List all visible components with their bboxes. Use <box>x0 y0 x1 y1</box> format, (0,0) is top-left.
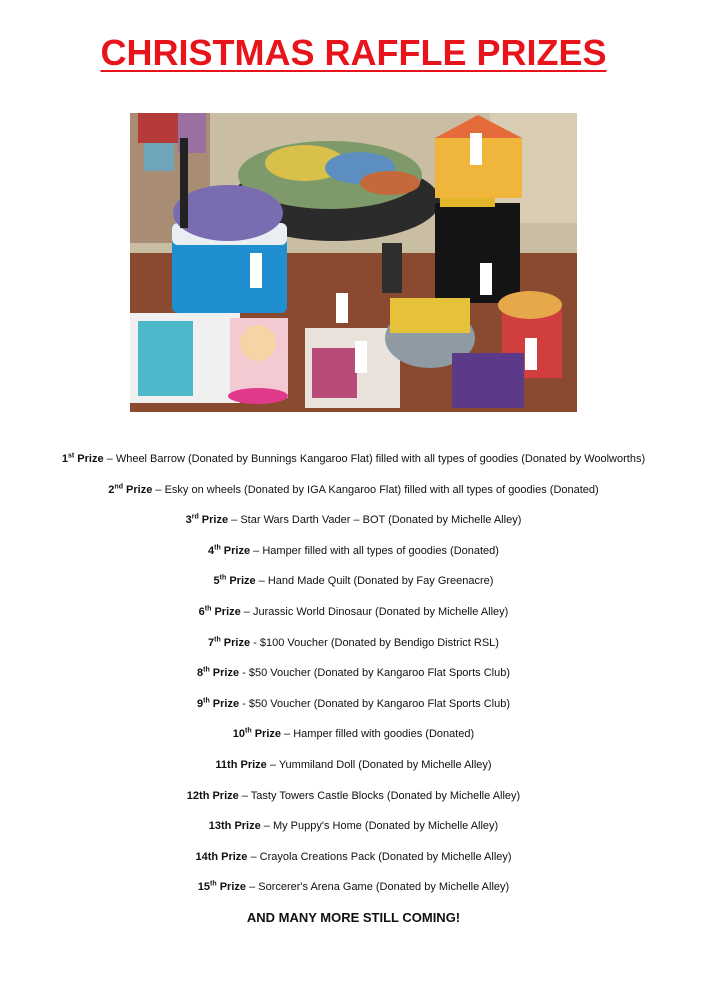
photo-wall-art <box>138 113 178 143</box>
photo-wheelbarrow-leg <box>382 243 402 293</box>
prize-number: 3 <box>185 514 192 527</box>
photo-vader-box <box>435 203 520 303</box>
prize-item <box>0 877 707 908</box>
prize-number: 2 <box>108 483 115 496</box>
prize-description: – Tasty Towers Castle Blocks (Donated by Michelle Alley) <box>238 789 521 802</box>
page-title <box>0 32 707 74</box>
prize-word: Prize <box>209 667 240 680</box>
prize-word: Prize <box>220 544 251 557</box>
prize-item <box>0 694 707 725</box>
photo-esky-handle <box>180 138 188 228</box>
photo-tag <box>480 263 492 295</box>
page-title-text: CHRISTMAS RAFFLE PRIZES <box>100 32 607 73</box>
prize-number: 15 <box>197 881 211 894</box>
photo-crayola-art <box>138 321 193 396</box>
prize-item <box>0 602 707 633</box>
photo-esky-goodies <box>173 185 283 241</box>
photo-tag <box>525 338 537 370</box>
photo-tag <box>336 293 348 323</box>
prize-item <box>0 633 707 664</box>
photo-dinosaur-box <box>390 298 470 333</box>
photo-doll-head <box>240 325 276 361</box>
prize-number: 14th Prize <box>195 850 248 863</box>
prize-description: - $50 Voucher (Donated by Kangaroo Flat Sports Club) <box>239 697 510 710</box>
prize-ordinal: th <box>203 697 210 705</box>
prize-description: – Yummiland Doll (Donated by Michelle Alley) <box>266 758 492 771</box>
prize-number: 5 <box>213 575 220 588</box>
prize-word: Prize <box>209 697 240 710</box>
prize-number: 10 <box>232 728 246 741</box>
prize-description: – Star Wars Darth Vader – BOT (Donated by Michelle Alley) <box>228 514 522 527</box>
photo-castle-blocks-art <box>312 348 357 398</box>
prize-number: 6 <box>198 605 205 618</box>
prize-description: – Hand Made Quilt (Donated by Fay Greenacre) <box>255 575 494 588</box>
closing-note: AND MANY MORE STILL COMING! <box>246 910 461 925</box>
prize-ordinal: th <box>245 727 252 735</box>
prize-number: 7 <box>208 636 215 649</box>
prize-number: 9 <box>197 697 204 710</box>
prize-word: Prize <box>198 514 229 527</box>
prize-word: Prize <box>211 605 241 618</box>
prize-ordinal: th <box>210 880 217 888</box>
prize-description: – Wheel Barrow (Donated by Bunnings Kangaroo Flat) filled with all types of goodies (Donated by Woolworths) <box>103 453 646 465</box>
prize-word: Prize <box>220 636 251 649</box>
prize-number: 12th Prize <box>186 789 239 802</box>
prize-word: Prize <box>226 575 256 588</box>
prize-ordinal: th <box>214 544 221 552</box>
prize-word: Prize <box>216 881 247 894</box>
prize-ordinal: st <box>68 452 75 460</box>
prize-item <box>0 816 707 847</box>
photo-doll-base <box>228 388 288 404</box>
prize-description: – Hamper filled with all types of goodies (Donated) <box>250 544 499 557</box>
prize-item <box>0 724 707 755</box>
photo-wall-art-2 <box>144 143 174 171</box>
prize-ordinal: rd <box>191 513 199 521</box>
prize-item <box>0 541 707 572</box>
prize-ordinal: th <box>214 635 221 643</box>
prize-item <box>0 755 707 786</box>
prize-word: Prize <box>74 453 104 465</box>
prize-item <box>0 480 707 511</box>
prize-word: Prize <box>122 483 153 496</box>
prize-description: – Esky on wheels (Donated by IGA Kangaroo Flat) filled with all types of goodies (Donated) <box>152 483 599 496</box>
prize-item <box>0 571 707 602</box>
prize-number: 1 <box>61 453 68 465</box>
prizes-photo-illustration <box>130 113 577 412</box>
prize-ordinal: nd <box>114 482 123 490</box>
prize-item <box>0 663 707 694</box>
prize-ordinal: th <box>203 666 210 674</box>
photo-hamper-top <box>498 291 562 319</box>
photo-goodies-orange <box>360 171 420 195</box>
prize-number: 11th Prize <box>215 758 267 771</box>
prize-description: – Sorcerer's Arena Game (Donated by Michelle Alley) <box>246 881 510 894</box>
photo-sorcerer-game <box>452 353 524 408</box>
prize-item <box>0 510 707 541</box>
photo-tag <box>250 253 262 288</box>
prize-list <box>0 449 707 908</box>
prize-item <box>0 847 707 878</box>
prize-number: 13th Prize <box>208 820 261 833</box>
prize-item <box>0 449 707 480</box>
prize-description: – My Puppy's Home (Donated by Michelle Alley) <box>260 820 499 833</box>
prize-ordinal: th <box>219 574 227 582</box>
prize-description: – Jurassic World Dinosaur (Donated by Michelle Alley) <box>240 605 509 618</box>
prize-word: Prize <box>251 728 281 741</box>
prize-number: 8 <box>197 667 204 680</box>
prize-description: – Crayola Creations Pack (Donated by Michelle Alley) <box>247 850 512 863</box>
photo-tag <box>470 133 482 165</box>
prize-description: - $50 Voucher (Donated by Kangaroo Flat Sports Club) <box>239 667 510 680</box>
prize-ordinal: th <box>204 605 212 613</box>
prize-description: – Hamper filled with goodies (Donated) <box>281 728 475 741</box>
prize-number: 4 <box>208 544 215 557</box>
prize-item <box>0 786 707 817</box>
prize-description: - $100 Voucher (Donated by Bendigo District RSL) <box>250 636 499 649</box>
photo-tag <box>355 341 367 373</box>
prizes-photo <box>130 113 577 412</box>
